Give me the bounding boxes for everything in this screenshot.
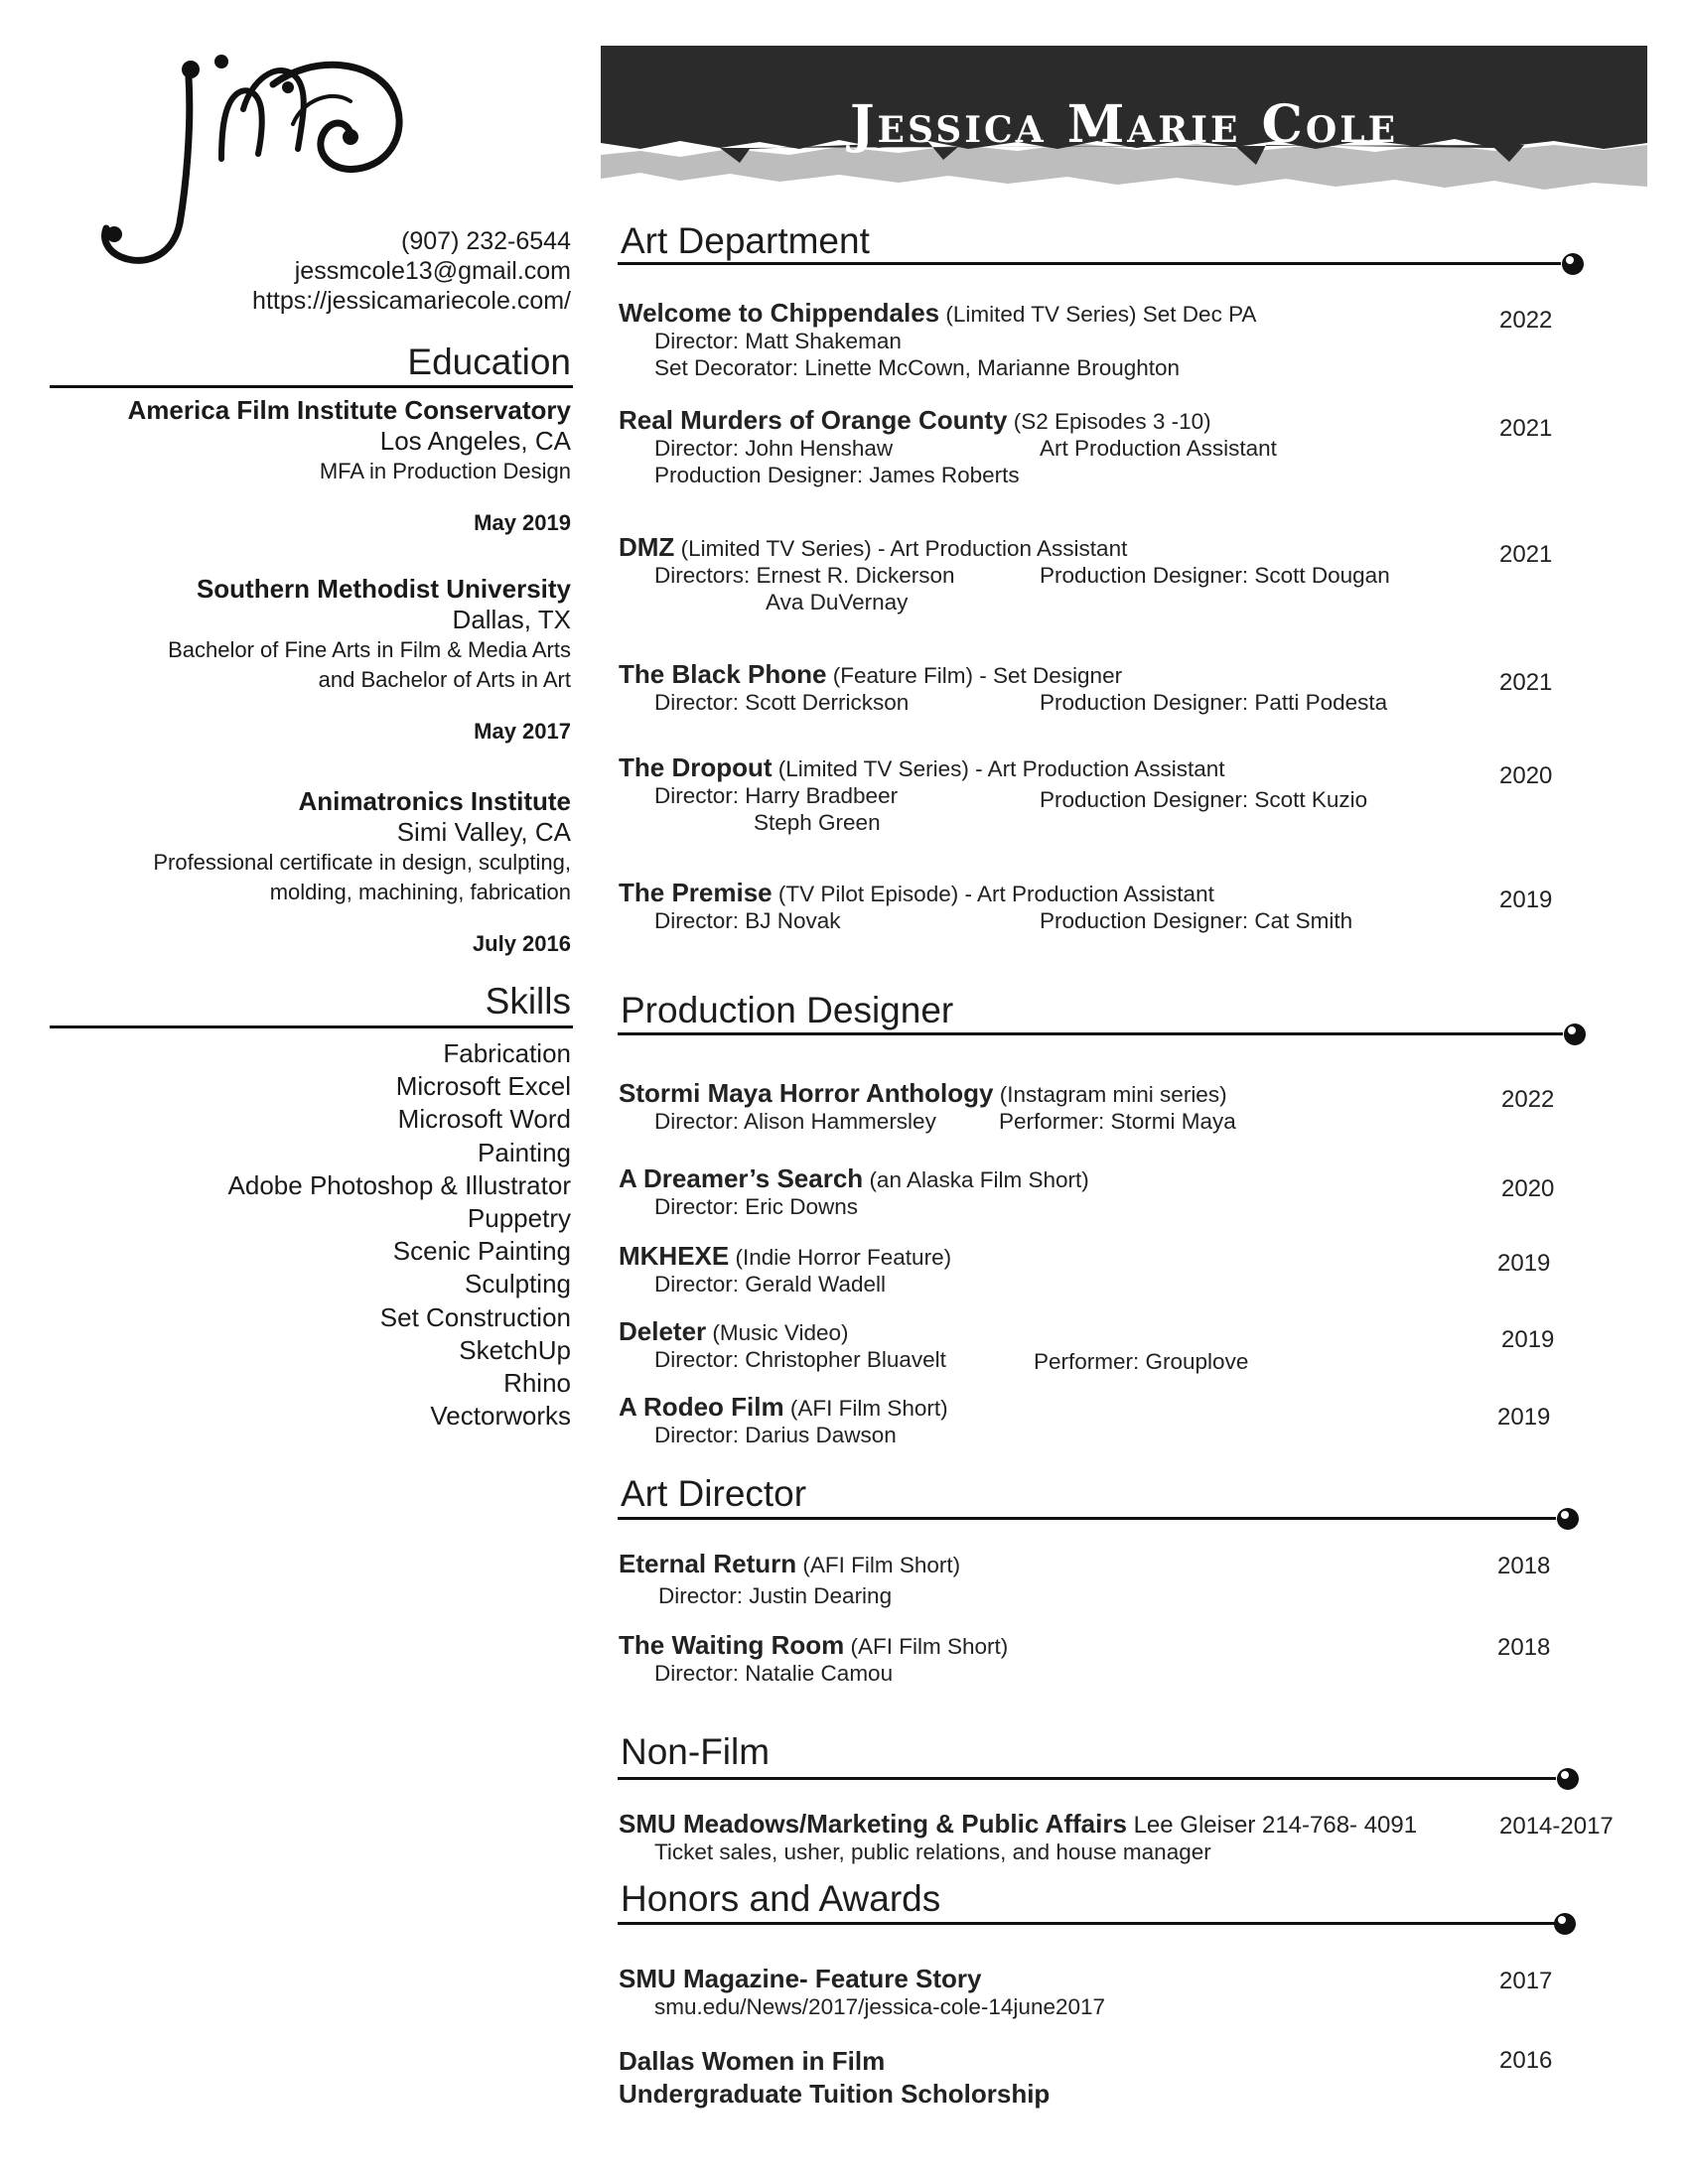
credit-line: Performer: Grouplove	[1034, 1349, 1249, 1374]
skill-item: Painting	[478, 1137, 571, 1167]
award-entry	[619, 2045, 1512, 2111]
non-film-heading: Non-Film	[621, 1731, 771, 1772]
skill-item: Vectorworks	[430, 1401, 571, 1432]
skills-heading: Skills	[485, 981, 571, 1022]
credit-title: The Dropout	[619, 752, 773, 782]
section-divider	[618, 262, 1561, 265]
credit-entry	[619, 754, 1512, 836]
bullet-knob-icon	[1552, 1762, 1586, 1796]
credit-line: Art Production Assistant	[1040, 436, 1277, 461]
credit-line: Director: Justin Dearing	[658, 1583, 893, 1608]
skill-item: Rhino	[503, 1368, 571, 1399]
school-location: Simi Valley, CA	[396, 817, 571, 847]
credit-year: 2019	[1497, 1404, 1551, 1431]
credit-line: Production Designer: Patti Podesta	[1040, 690, 1388, 715]
credit-entry	[619, 1080, 1512, 1135]
credit-line: Set Decorator: Linette McCown, Marianne Broughton	[654, 355, 1181, 380]
credit-year: 2022	[1501, 1086, 1555, 1113]
credit-entry	[619, 1318, 1512, 1373]
credit-entry	[619, 661, 1512, 716]
education-heading: Education	[407, 341, 571, 382]
award-title: Undergraduate Tuition Scholorship	[619, 2079, 1051, 2109]
skills-list	[228, 1037, 571, 1433]
credit-year: 2022	[1499, 307, 1553, 334]
skill-item: Microsoft Word	[397, 1104, 571, 1135]
school-name: Animatronics Institute	[298, 786, 571, 816]
credit-line: Director: Christopher Bluavelt	[654, 1347, 946, 1372]
credit-year: 2014-2017	[1499, 1813, 1614, 1840]
award-entry	[619, 1966, 1512, 2020]
credit-line: Director: Harry Bradbeer	[654, 783, 899, 808]
section-divider	[618, 1517, 1556, 1520]
credit-line: Production Designer: Scott Dougan	[1040, 563, 1390, 588]
credit-year: 2019	[1499, 887, 1553, 913]
art-department-heading: Art Department	[621, 220, 870, 261]
credit-year: 2021	[1499, 415, 1553, 442]
candidate-name: Jessica Marie Cole	[849, 94, 1399, 155]
bullet-knob-icon	[1557, 247, 1591, 281]
credit-detail: Lee Gleiser 214-768- 4091	[1126, 1812, 1418, 1839]
credit-year: 2021	[1499, 669, 1553, 696]
logo-text: JMC	[94, 40, 97, 41]
credit-entry	[619, 1394, 1512, 1448]
credit-line: Director: Eric Downs	[654, 1194, 859, 1219]
credit-detail: (Limited TV Series) - Art Production Assistant	[772, 756, 1225, 781]
credit-entry	[619, 534, 1512, 615]
skill-item: SketchUp	[459, 1334, 571, 1365]
degree: Bachelor of Fine Arts in Film & Media Arts	[168, 637, 571, 662]
honors-heading: Honors and Awards	[621, 1878, 941, 1919]
credit-line: Director: John Henshaw	[654, 436, 894, 461]
credit-line: Production Designer: Cat Smith	[1040, 908, 1353, 933]
credit-line: Director: Scott Derrickson	[654, 690, 910, 715]
education-item	[15, 574, 571, 745]
award-title: SMU Magazine- Feature Story	[619, 1964, 982, 1993]
degree: MFA in Production Design	[319, 459, 571, 483]
skills-divider	[50, 1025, 573, 1028]
credit-detail: (Music Video)	[706, 1320, 849, 1345]
graduation-date: July 2016	[472, 931, 571, 956]
credit-title: Welcome to Chippendales	[619, 298, 940, 328]
credit-title: A Dreamer’s Search	[619, 1163, 864, 1193]
credit-line: Director: Gerald Wadell	[654, 1272, 886, 1297]
credit-title: The Waiting Room	[619, 1630, 845, 1660]
credit-title: Deleter	[619, 1316, 707, 1346]
education-item	[15, 786, 571, 957]
section-divider	[618, 1777, 1556, 1780]
credit-detail: (Limited TV Series) Set Dec PA	[939, 302, 1257, 327]
credit-entry	[619, 407, 1512, 488]
school-name: Southern Methodist University	[196, 574, 571, 604]
credit-line: Ava DuVernay	[766, 590, 909, 614]
education-item	[15, 395, 571, 536]
credit-year: 2020	[1499, 762, 1553, 789]
award-year: 2016	[1499, 2047, 1553, 2074]
credit-line: Director: Matt Shakeman	[654, 329, 902, 353]
skill-item: Scenic Painting	[392, 1236, 571, 1267]
credit-line: Production Designer: Scott Kuzio	[1040, 787, 1368, 812]
degree: and Bachelor of Arts in Art	[318, 667, 571, 692]
credit-year: 2018	[1497, 1553, 1551, 1579]
contact-block	[252, 226, 571, 316]
credit-entry	[619, 1632, 1512, 1687]
credit-line: Director: BJ Novak	[654, 908, 841, 933]
credit-detail: (AFI Film Short)	[844, 1634, 1009, 1659]
credit-line: Performer: Stormi Maya	[999, 1109, 1236, 1134]
credit-detail: (TV Pilot Episode) - Art Production Assistant	[772, 882, 1214, 906]
graduation-date: May 2017	[474, 719, 571, 744]
credit-line: Director: Natalie Camou	[654, 1661, 894, 1686]
school-name: America Film Institute Conservatory	[127, 395, 571, 425]
skill-item: Fabrication	[443, 1038, 571, 1068]
website-link[interactable]: https://jessicamariecole.com/	[252, 287, 571, 315]
bullet-knob-icon	[1549, 1907, 1583, 1941]
skill-item: Puppetry	[467, 1203, 571, 1234]
credit-line: Production Designer: James Roberts	[654, 463, 1020, 487]
phone-number[interactable]: (907) 232-6544	[401, 227, 571, 255]
credit-title: DMZ	[619, 532, 675, 562]
credit-detail: (AFI Film Short)	[796, 1553, 961, 1577]
email-address[interactable]: jessmcole13@gmail.com	[294, 257, 571, 285]
skill-item: Microsoft Excel	[395, 1071, 571, 1102]
credit-line: Ticket sales, usher, public relations, and house manager	[654, 1840, 1211, 1864]
art-director-heading: Art Director	[621, 1473, 807, 1514]
bullet-knob-icon	[1552, 1502, 1586, 1536]
credit-detail: (an Alaska Film Short)	[863, 1167, 1089, 1192]
credit-title: The Premise	[619, 878, 773, 907]
credit-title: MKHEXE	[619, 1241, 730, 1271]
credit-detail: (AFI Film Short)	[783, 1396, 948, 1421]
credit-entry	[619, 1165, 1512, 1220]
skill-item: Adobe Photoshop & Illustrator	[227, 1169, 571, 1200]
section-divider	[618, 1032, 1563, 1035]
credit-detail: (Feature Film) - Set Designer	[826, 663, 1123, 688]
degree: molding, machining, fabrication	[269, 880, 571, 904]
credit-entry	[619, 1551, 1512, 1609]
credit-line: Director: Alison Hammersley	[654, 1109, 936, 1134]
credit-year: 2020	[1501, 1175, 1555, 1202]
skill-item: Set Construction	[379, 1301, 571, 1332]
bullet-knob-icon	[1559, 1018, 1593, 1051]
credit-title: A Rodeo Film	[619, 1392, 784, 1422]
credit-detail: (S2 Episodes 3 -10)	[1007, 409, 1211, 434]
credit-title: The Black Phone	[619, 659, 827, 689]
skill-item: Sculpting	[465, 1269, 571, 1299]
credit-detail: (Limited TV Series) - Art Production Assistant	[674, 536, 1128, 561]
credit-line: Directors: Ernest R. Dickerson	[654, 563, 955, 588]
award-year: 2017	[1499, 1968, 1553, 1994]
award-title: Dallas Women in Film	[619, 2046, 886, 2076]
credit-year: 2021	[1499, 541, 1553, 568]
school-location: Dallas, TX	[452, 605, 571, 634]
section-divider	[618, 1922, 1561, 1925]
credit-year: 2019	[1501, 1326, 1555, 1353]
school-location: Los Angeles, CA	[379, 426, 571, 456]
credit-detail: (Indie Horror Feature)	[729, 1245, 952, 1270]
credit-entry	[619, 1243, 1512, 1297]
credit-year: 2019	[1497, 1250, 1551, 1277]
credit-line: Director: Darius Dawson	[654, 1423, 897, 1447]
degree: Professional certificate in design, sculpting,	[153, 850, 571, 875]
credit-entry	[619, 300, 1512, 381]
credit-year: 2018	[1497, 1634, 1551, 1661]
credit-detail: (Instagram mini series)	[993, 1082, 1227, 1107]
credit-entry	[619, 880, 1512, 934]
graduation-date: May 2019	[474, 510, 571, 535]
credit-entry	[619, 1811, 1512, 1865]
credit-title: SMU Meadows/Marketing & Public Affairs	[619, 1809, 1127, 1839]
education-divider	[50, 385, 573, 388]
award-link[interactable]: smu.edu/News/2017/jessica-cole-14june2017	[654, 1994, 1106, 2019]
production-designer-heading: Production Designer	[621, 990, 954, 1030]
credit-line: Steph Green	[754, 810, 881, 835]
credit-title: Stormi Maya Horror Anthology	[619, 1078, 994, 1108]
credit-title: Real Murders of Orange County	[619, 405, 1008, 435]
credit-title: Eternal Return	[619, 1549, 797, 1578]
